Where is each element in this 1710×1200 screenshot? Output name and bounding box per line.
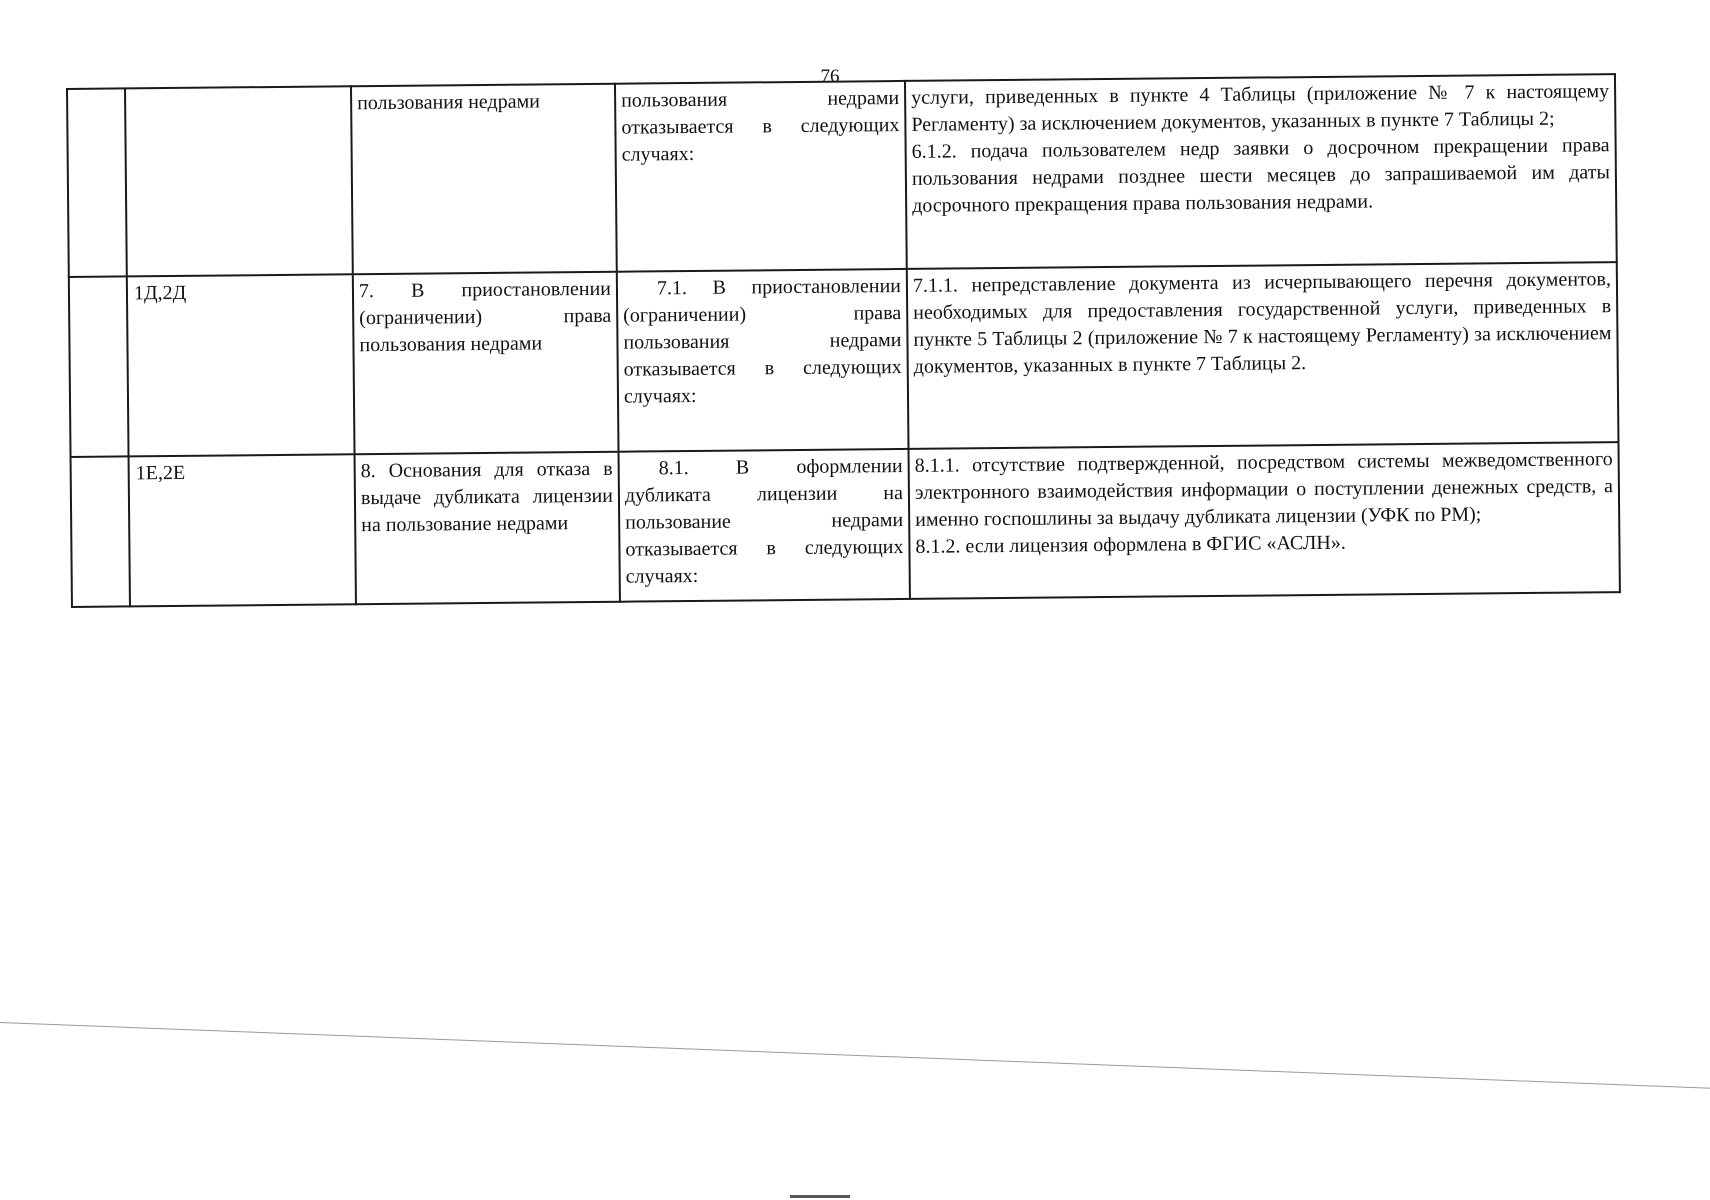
ground-cell: 8. Основания для отказа в выдаче дубликата лицензии на пользование недрами [355,452,620,605]
subclause-text: 7.1. В приостановлении (ограничении) права пользования недрами отказывается в следующих случаях: [623,274,902,408]
details-paragraph: 8.1.2. если лицензия оформлена в ФГИС «АСЛН». [915,531,1346,558]
table-row [71,442,1620,607]
details-cell [907,262,1619,449]
row-number-cell [69,276,129,457]
subclause-cell: пользования недрами отказывается в следующих случаях: [615,81,907,272]
code-cell: 1Е,2Е [129,454,356,606]
subclause-text: 8.1. В оформлении дубликата лицензии на пользование недрами отказывается в следующих случаях: [624,454,904,588]
table-row [67,74,1617,277]
document-table [66,73,1621,608]
scan-mark [790,1195,850,1198]
row-number-cell [71,456,130,607]
page-number: 76 [820,66,840,87]
ground-cell: пользования недрами [351,84,617,275]
table-row [69,262,1619,457]
subclause-cell [617,269,909,452]
page-fold-line [0,1022,1710,1089]
ground-cell: 7. В приостановлении (ограничении) права пользования недрами [353,272,619,455]
details-paragraph: услуги, приведенных в пункте 4 Таблицы (приложение № 7 к настоящему Регламенту) за исключением документов, указанных в пункте 7 Таблицы 2; [911,80,1610,136]
subclause-cell [619,449,910,602]
details-paragraph: 8.1.1. отсутствие подтвержденной, посредством системы межведомственного электронного взаимодействия информации о поступлении денежных средств, а именно госпошлины за выдачу дубликата лицензии (УФК по РМ); [914,448,1613,531]
details-paragraph: 7.1.1. непредставление документа из исчерпывающего перечня документов, необходимых для предоставления государственной услуги, приведенных в пункте 5 Таблицы 2 (приложение № 7 к настоящему Регламенту) за исключением документов, указанных в пункте 7 Таблицы 2. [912,268,1612,378]
details-cell [909,442,1620,599]
code-cell [125,86,353,276]
details-cell [905,74,1617,269]
details-paragraph: 6.1.2. подача пользователем недр заявки о досрочном прекращении права пользования недрами позднее шести месяцев до запрашиваемой им даты досрочного прекращения права пользования недрами. [911,134,1610,217]
row-number-cell [67,88,127,277]
code-cell: 1Д,2Д [127,274,355,456]
